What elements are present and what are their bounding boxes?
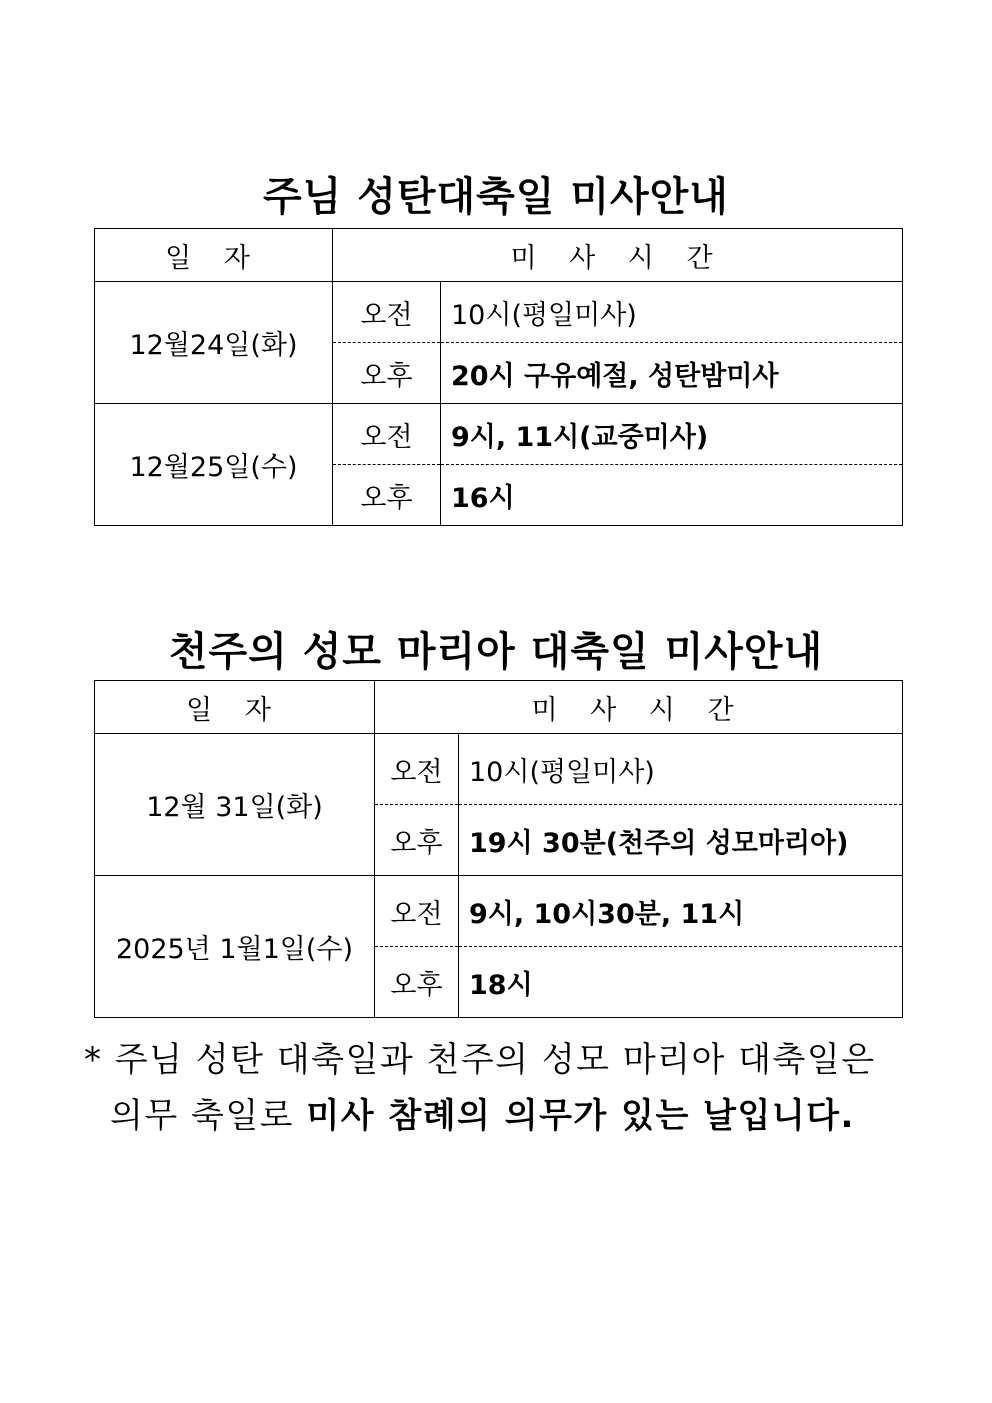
table-row	[95, 282, 903, 343]
pm-label: 오후	[375, 805, 459, 876]
am-label: 오전	[333, 404, 441, 465]
am-label: 오전	[375, 734, 459, 805]
header-date: 일 자	[95, 681, 375, 734]
mary-title: 천주의 성모 마리아 대축일 미사안내	[168, 629, 824, 675]
header-mass-time: 미 사 시 간	[333, 229, 903, 282]
am-label: 오전	[375, 876, 459, 947]
mary-schedule-table	[94, 680, 903, 1018]
table-header-row	[95, 229, 903, 282]
pm-label: 오후	[375, 947, 459, 1018]
header-mass-time: 미 사 시 간	[375, 681, 903, 734]
am-time: 9시, 10시30분, 11시	[459, 876, 903, 947]
am-time: 10시(평일미사)	[459, 734, 903, 805]
date-cell: 12월 31일(화)	[95, 734, 375, 876]
date-cell: 2025년 1월1일(수)	[95, 876, 375, 1018]
note-line-2	[110, 1088, 950, 1144]
christmas-schedule-table	[94, 228, 903, 526]
table-row	[95, 876, 903, 947]
pm-time: 16시	[441, 465, 903, 526]
table-row	[95, 734, 903, 805]
pm-time: 18시	[459, 947, 903, 1018]
note-line-2-prefix: 의무 축일로	[110, 1096, 307, 1136]
table-row	[95, 404, 903, 465]
pm-label: 오후	[333, 465, 441, 526]
pm-time: 19시 30분(천주의 성모마리아)	[459, 805, 903, 876]
christmas-title: 주님 성탄대축일 미사안내	[263, 174, 729, 220]
am-label: 오전	[333, 282, 441, 343]
am-time: 10시(평일미사)	[441, 282, 903, 343]
table-header-row	[95, 681, 903, 734]
pm-time: 20시 구유예절, 성탄밤미사	[441, 343, 903, 404]
note-line-1: * 주님 성탄 대축일과 천주의 성모 마리아 대축일은	[84, 1040, 876, 1080]
date-cell: 12월24일(화)	[95, 282, 333, 404]
date-cell: 12월25일(수)	[95, 404, 333, 526]
header-date: 일 자	[95, 229, 333, 282]
am-time: 9시, 11시(교중미사)	[441, 404, 903, 465]
note-line-2-emphasis: 미사 참례의 의무가 있는 날입니다.	[306, 1096, 855, 1136]
pm-label: 오후	[333, 343, 441, 404]
